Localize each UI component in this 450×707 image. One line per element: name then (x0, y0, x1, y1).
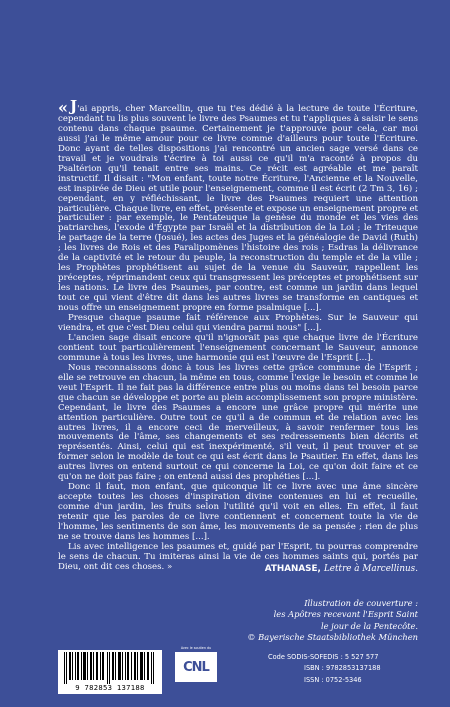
barcode (58, 650, 162, 694)
excerpt-paragraph: L'ancien sage disait encore qu'il n'ignorait pas que chaque livre de l'Écriture contient tout particulièrement l'enseignement concernant le Sauveur, annonce commune à tous les livres, une harmonie qui est l'œuvre de l'Esprit [...]. (58, 332, 418, 363)
open-quote: « (58, 98, 68, 117)
cnl-caption: Avec le soutien du (180, 646, 212, 650)
barcode-number: 9 782853 137188 (75, 683, 145, 692)
author-name: ATHANASE, (264, 564, 321, 574)
isbn-code: ISBN : 978285313718​8 (304, 664, 381, 673)
cover-illustration-credit (178, 598, 418, 643)
dropcap: J (70, 97, 78, 115)
catalog-codes (268, 652, 418, 686)
cnl-logo (175, 652, 217, 682)
credit-line: Illustration de couverture : (304, 598, 418, 608)
excerpt-paragraph: « J'ai appris, cher Marcellin, que tu t'es dédié à la lecture de toute l'Écriture, cependant tu lis plus souvent le livre des Psaumes et tu t'appliques à saisir le sens contenu dans chaque psaume. Certainement je t'approuve pour cela, car moi aussi j'ai le même amour pour ce livre comme d'ailleurs pour toute l'Écriture. Donc ayant de telles dispositions j'ai rencontré un ancien sage versé dans ce travail et je voudrais t'écrire à toi aussi ce qu'il m'a raconté à propos du Psaltérion qu'il tenait entre ses mains. Ce récit est agréable et me paraît instructif. Il disait : "Mon enfant, toute notre Écriture, l'Ancienne et la Nouvelle, est inspirée de Dieu et utile pour l'enseignement, comme il est écrit (2 Tm 3, 16) ; cependant, en y réfléchissant, le livre des Psaumes requiert une attention particulière. Chaque livre, en effet, présente et expose un enseignement propre et particulier : par exemple, le Pentateuque la genèse du monde et les vies des patriarches, l'exode d'Égypte par Israël et la distribution de la Loi ; le Triteuque le partage de la terre (Josué), les actes des Juges et la généalogie de David (Ruth) ; les livres de Rois et des Paralipomènes l'histoire des rois ; Esdras la délivrance de la captivité et le retour du peuple, la reconstruction du temple et de la ville ; les Prophètes prophétisent au sujet de la venue du Sauveur, rappellent les préceptes, réprimandent ceux qui transgressent les préceptes et prophétisent sur les nations. Le livre des Psaumes, par contre, est comme un jardin dans lequel tout ce qui vient d'être dit dans les autres livres se transforme en cantiques et nous offre un enseignement propre en forme psalmique [...]. (58, 97, 418, 314)
close-quote: » (167, 561, 173, 572)
credit-line: les Apôtres recevant l'Esprit Saint (273, 609, 418, 620)
barcode-bars-icon (64, 652, 156, 684)
credit-line: le jour de la Pentecôte. (320, 620, 418, 631)
sodis-code: Code SODIS-SOFEDIS : 5 527 577 (268, 653, 379, 661)
excerpt-paragraph: Presque chaque psaume fait référence aux Prophètes. Sur le Sauveur qui viendra, et que c'est Dieu celui qui viendra parmi nous" [...]. (58, 313, 418, 333)
issn-code: ISSN : 0752-5346 (304, 675, 362, 684)
excerpt-paragraph: Nous reconnaissons donc à tous les livres cette grâce commune de l'Esprit ; elle se retrouve en chacun, la même en tous, comme l'exige le besoin et comme le veut l'Esprit. Il ne fait pas la différence entre plus ou moins dans tel besoin parce que chacun se développe et porte au plein accomplissement son propre ministère. Cependant, le livre des Psaumes a encore une grâce propre qui mérite une attention particulière. Outre tout ce qu'il a de commun et de relation avec les autres livres, il a encore ceci de merveilleux, à savoir renfermer tous les mouvements de l'âme, ses changements et ses redressements bien décrits et représentés. Ainsi, celui qui est inexpérimenté, s'il veut, il peut trouver et se former selon le modèle de tout ce qui est écrit dans le Psautier. En effet, dans les autres livres on entend surtout ce qui concerne la Loi, ce qu'on doit faire et ce qu'on ne doit pas faire ; on entend aussi des prophéties [...]. (58, 362, 418, 483)
attribution (265, 564, 418, 574)
excerpt-paragraph: Donc il faut, mon enfant, que quiconque lit ce livre avec une âme sincère accepte toutes les choses d'inspiration divine contenues en lui et recueille, comme d'un jardin, les fruits selon l'utilité qu'il voit en elles. En effet, il faut retenir que les paroles de ce livre contiennent et concernent toute la vie de l'homme, les sentiments de son âme, les mouvements de sa pensée ; rien de plus ne se trouve dans les hommes [...]. (58, 482, 418, 542)
credit-line: © Bayerische Staatsbibliothek München (247, 631, 418, 642)
excerpt-paragraph: Lis avec intelligence les psaumes et, guidé par l'Esprit, tu pourras comprendre le sens de chacun. Tu imiteras ainsi la vie de ces hommes saints qui, portés par Dieu, ont dit ces choses. » (58, 541, 418, 572)
excerpt (58, 97, 418, 573)
work-title: Lettre à Marcellinus. (323, 564, 418, 574)
cnl-logo-text: CNL (183, 659, 209, 675)
